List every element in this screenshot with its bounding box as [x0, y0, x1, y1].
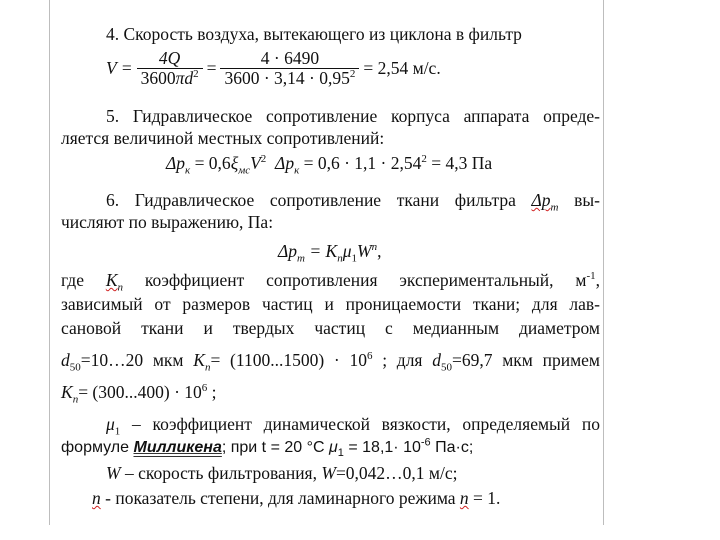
section-5-line-2: ляется величиной местных сопротивлений:: [61, 128, 385, 148]
section-6-line-2: числяют по выражению, Па:: [61, 212, 274, 232]
where-line-7: формуле Милликена; при t = 20 °С $\mu_1 = 18,1\cdot 10^{-6}$ Па·с;: [61, 436, 474, 460]
where-line-3: сановой ткани и твердых частиц с медианным диаметром: [61, 318, 600, 338]
velocity-lhs: V =: [106, 58, 133, 78]
where-line-4: $d_{50}=10\dots 20$ мкм $K_п= (1100...1500) \cdot 10^6$ ; для $d_{50}=69,7$ мкм примем: [61, 350, 600, 374]
fraction-general-numerator: 4Q: [137, 49, 203, 69]
fraction-general-denominator: $3600\pi d^2$: [140, 67, 199, 88]
where-line-5: $K_п= (300...400) \cdot 10^6$ ;: [61, 382, 217, 406]
section-6-line-1: 6. Гидравлическое сопротивление ткани фильтра $\Delta p_т$ вы-: [106, 190, 600, 214]
formula-fabric-resistance: $\Delta p_т = K_п\mu_1W^n$,: [278, 241, 382, 265]
where-line-9: n - показатель степени, для ламинарного режима n = 1.: [92, 488, 501, 508]
where-line-2: зависимый от размеров частиц и проницаемости ткани; для лав-: [61, 294, 600, 314]
where-line-6: $\mu_1$ – коэффициент динамической вязкости, определяемый по: [106, 414, 600, 438]
fraction-numeric: [220, 49, 359, 88]
fraction-numeric-denominator: $3600 \cdot 3,14 \cdot 0,95^2$: [224, 67, 356, 88]
fraction-general: [137, 49, 203, 88]
equals-sign: =: [206, 58, 217, 78]
where-line-1: где $K_п$ коэффициент сопротивления экспериментальный, $м^{-1}$,: [61, 270, 600, 294]
millikan-name: Милликена: [133, 439, 222, 456]
delta-p-t-symbol: Δp: [531, 190, 551, 210]
section-5-line-1: 5. Гидравлическое сопротивление корпуса аппарата опреде-: [106, 106, 600, 126]
left-margin-line: [49, 0, 50, 525]
fraction-numeric-numerator: 4 · 6490: [220, 49, 359, 69]
formula-velocity: [106, 46, 441, 90]
right-margin-line: [603, 0, 604, 525]
where-line-8: W – скорость фильтрования, W=0,042…0,1 м/с;: [106, 463, 458, 483]
velocity-result: = 2,54 м/с.: [363, 58, 441, 78]
formula-body-resistance: $\Delta p_к = 0,6\xi_{мс}V^2$ $\Delta p_к = 0,6 \cdot 1,1 \cdot 2,54^2 = 4,3$ Па: [166, 153, 493, 177]
section-4-heading: 4. Скорость воздуха, вытекающего из циклона в фильтр: [106, 24, 522, 44]
